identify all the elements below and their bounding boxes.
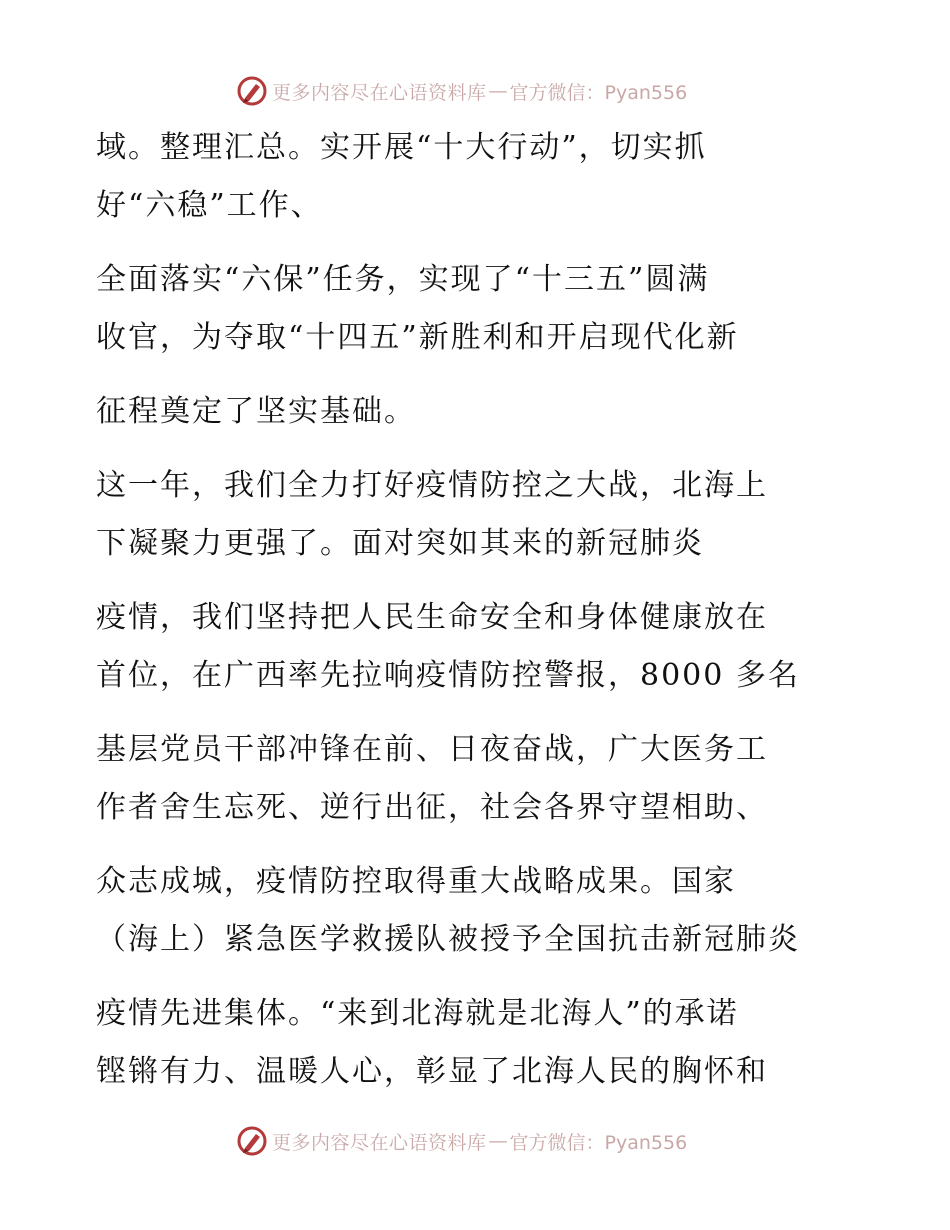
text-line: 疫情先进集体。“来到北海就是北海人”的承诺 <box>96 996 739 1031</box>
text-line: 好“六稳”工作、 <box>96 188 323 223</box>
text-line: 域。整理汇总。实开展“十大行动”，切实抓 <box>96 130 707 165</box>
text-line: 基层党员干部冲锋在前、日夜奋战，广大医务工 <box>96 732 768 767</box>
text-line: 作者舍生忘死、逆行出征，社会各界守望相助、 <box>96 790 768 825</box>
text-line: 众志成城，疫情防控取得重大战略成果。国家 <box>96 864 736 899</box>
watermark-site-text: 更多内容尽在心语资料库 <box>272 1131 487 1154</box>
text-line: 首位，在广西率先拉响疫情防控警报，8000 多名 <box>96 658 800 693</box>
text-line: 疫情，我们坚持把人民生命安全和身体健康放在 <box>96 600 768 635</box>
pen-logo-icon <box>236 1125 268 1157</box>
watermark-separator: — <box>488 1130 508 1152</box>
text-line: 铿锵有力、温暖人心，彰显了北海人民的胸怀和 <box>96 1054 768 1089</box>
footer-watermark <box>236 1124 687 1158</box>
watermark-separator: — <box>488 80 508 102</box>
watermark-contact-text: 官方微信：Pyan556 <box>509 1131 688 1154</box>
watermark-contact-text: 官方微信：Pyan556 <box>509 81 688 104</box>
text-line: 收官，为夺取“十四五”新胜利和开启现代化新 <box>96 320 739 355</box>
text-line: 征程奠定了坚实基础。 <box>96 394 416 429</box>
text-line: （海上）紧急医学救援队被授予全国抗击新冠肺炎 <box>96 922 800 957</box>
text-line: 下凝聚力更强了。面对突如其来的新冠肺炎 <box>96 526 704 561</box>
text-line: 全面落实“六保”任务，实现了“十三五”圆满 <box>96 262 710 297</box>
watermark-site-text: 更多内容尽在心语资料库 <box>272 81 487 104</box>
text-line: 这一年，我们全力打好疫情防控之大战，北海上 <box>96 468 768 503</box>
